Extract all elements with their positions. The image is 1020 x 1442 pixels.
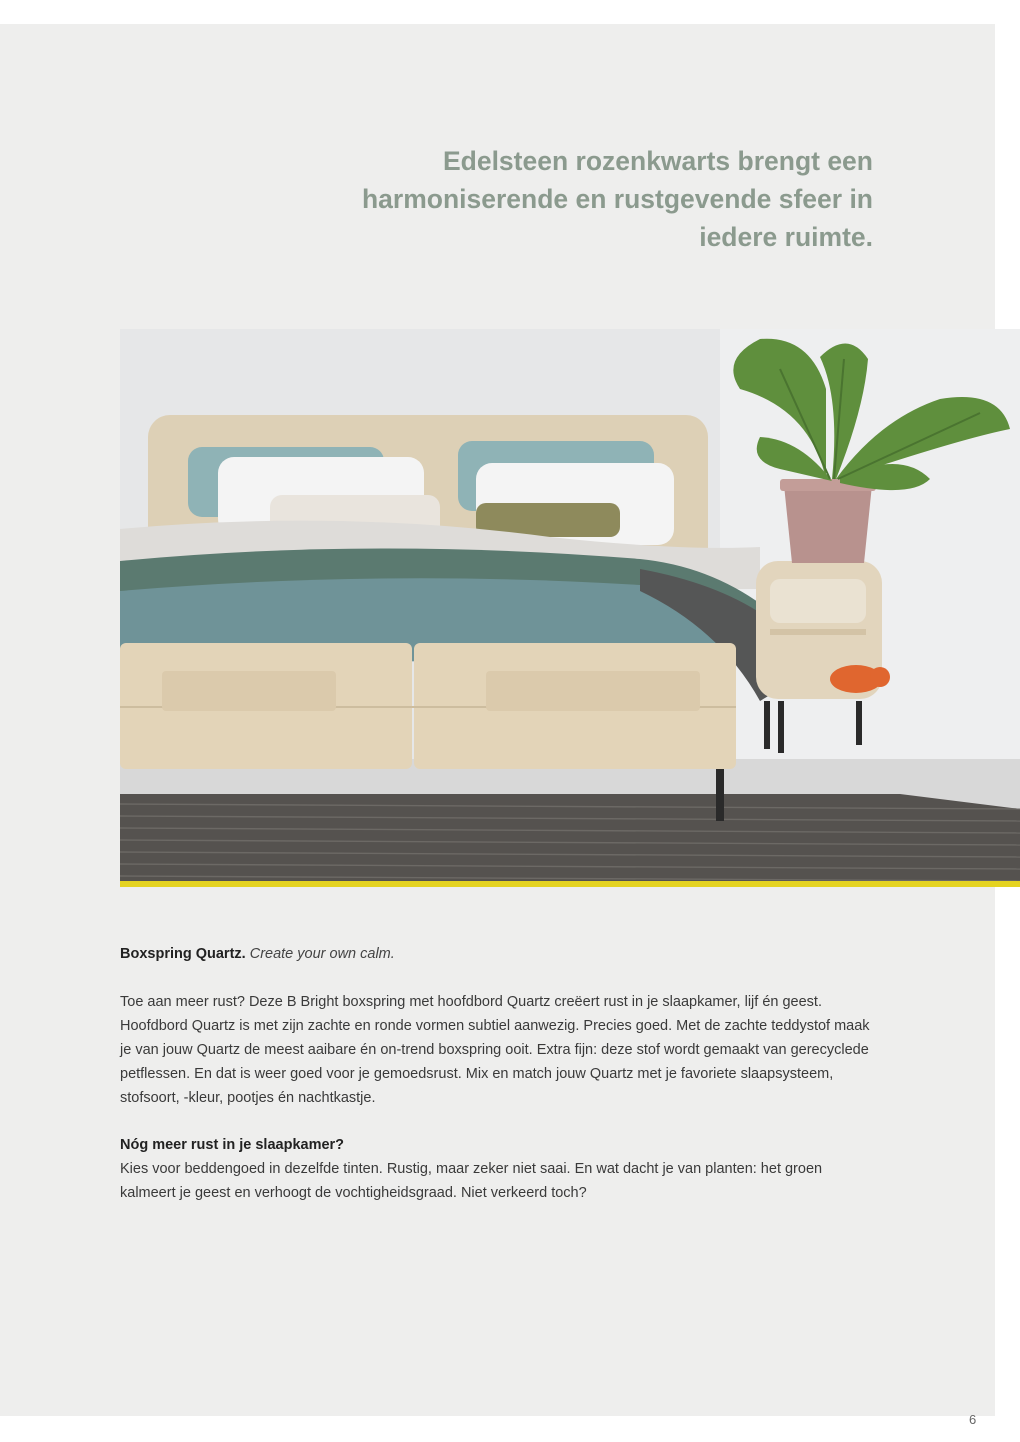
intro-line <box>120 942 880 966</box>
page-number: 6 <box>969 1412 977 1427</box>
body-copy <box>120 942 880 1205</box>
bed-photo <box>120 329 1020 887</box>
page <box>0 24 995 1427</box>
tagline: Create your own calm. <box>249 946 395 962</box>
section-heading: Nóg meer rust in je slaapkamer? <box>120 1137 345 1153</box>
body-paragraph: Toe aan meer rust? Deze B Bright boxspring met hoofdbord Quartz creëert rust in je slaapkamer, lijf én geest. Hoofdbord Quartz is met zijn zachte en ronde vormen subtiel aanwezig. Precies goed. Met de zachte teddystof maak je van jouw Quartz de meest aaibare én on-trend boxspring ooit. Extra fijn: deze stof wordt gemaakt van gerecyclede petflessen. En dat is weer goed voor je gemoedsrust. Mix en match jouw Quartz met je favoriete slaapsysteem, stofsoort, -kleur, pootjes én nachtkastje. <box>120 994 870 1106</box>
product-name: Boxspring Quartz. <box>120 946 246 962</box>
headline: Edelsteen rozenkwarts brengt een harmoniserende en rustgevende sfeer in iedere ruimte. <box>361 146 873 252</box>
accent-bar <box>120 881 1020 887</box>
section-text: Kies voor beddengoed in dezelfde tinten. Rustig, maar zeker niet saai. En wat dacht je van planten: het groen kalmeert je geest en verhoogt de vochtigheidsgraad. Niet verkeerd toch? <box>120 1161 823 1201</box>
